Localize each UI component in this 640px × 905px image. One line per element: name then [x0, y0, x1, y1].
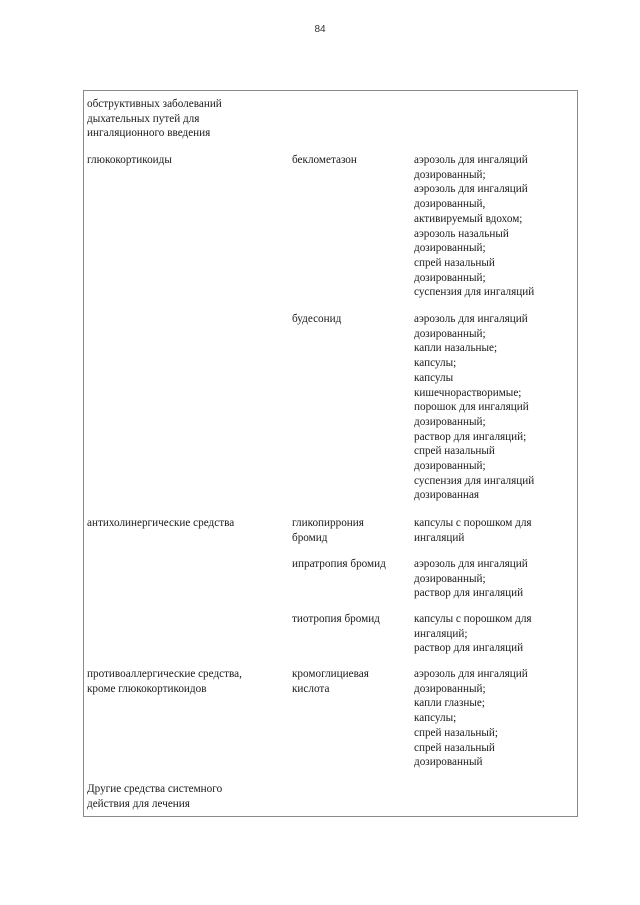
row-form-cell: аэрозоль для ингаляций дозированный; капли глазные; капсулы; спрей назальный; спрей назальный дозированный: [414, 668, 528, 769]
row-drug-cell: гликопиррония бромид: [292, 517, 364, 544]
row-drug-cell: будесонид: [292, 313, 342, 325]
page-number: 84: [314, 24, 326, 35]
row-form-cell: капсулы с порошком для ингаляций: [414, 517, 532, 544]
row-group-cell: антихолинергические средства: [87, 517, 235, 529]
row-drug-cell: беклометазон: [292, 154, 357, 166]
row-drug-cell: кромоглициевая кислота: [292, 668, 369, 695]
row-group-cell: Другие средства системного действия для лечения: [87, 783, 223, 810]
row-drug-cell: тиотропия бромид: [292, 613, 380, 625]
row-group-cell: обструктивных заболеваний дыхательных путей для ингаляционного введения: [87, 98, 222, 140]
row-form-cell: аэрозоль для ингаляций дозированный; аэрозоль для ингаляций дозированный, активируемый вдохом; аэрозоль назальный дозированный; спрей назальный дозированный; суспензия для ингаляций: [414, 154, 535, 299]
row-form-cell: капсулы с порошком для ингаляций; раствор для ингаляций: [414, 613, 532, 655]
row-drug-cell: ипратропия бромид: [292, 558, 386, 570]
row-group-cell: противоаллергические средства, кроме глюкокортикоидов: [87, 668, 242, 695]
row-form-cell: аэрозоль для ингаляций дозированный; капли назальные; капсулы; капсулы кишечнорастворимые; порошок для ингаляций дозированный; раствор для ингаляций; спрей назальный дозированный; суспензия для ингаляций дозированная: [414, 313, 535, 502]
row-group-cell: глюкокортикоиды: [87, 154, 172, 166]
row-form-cell: аэрозоль для ингаляций дозированный; раствор для ингаляций: [414, 558, 528, 600]
